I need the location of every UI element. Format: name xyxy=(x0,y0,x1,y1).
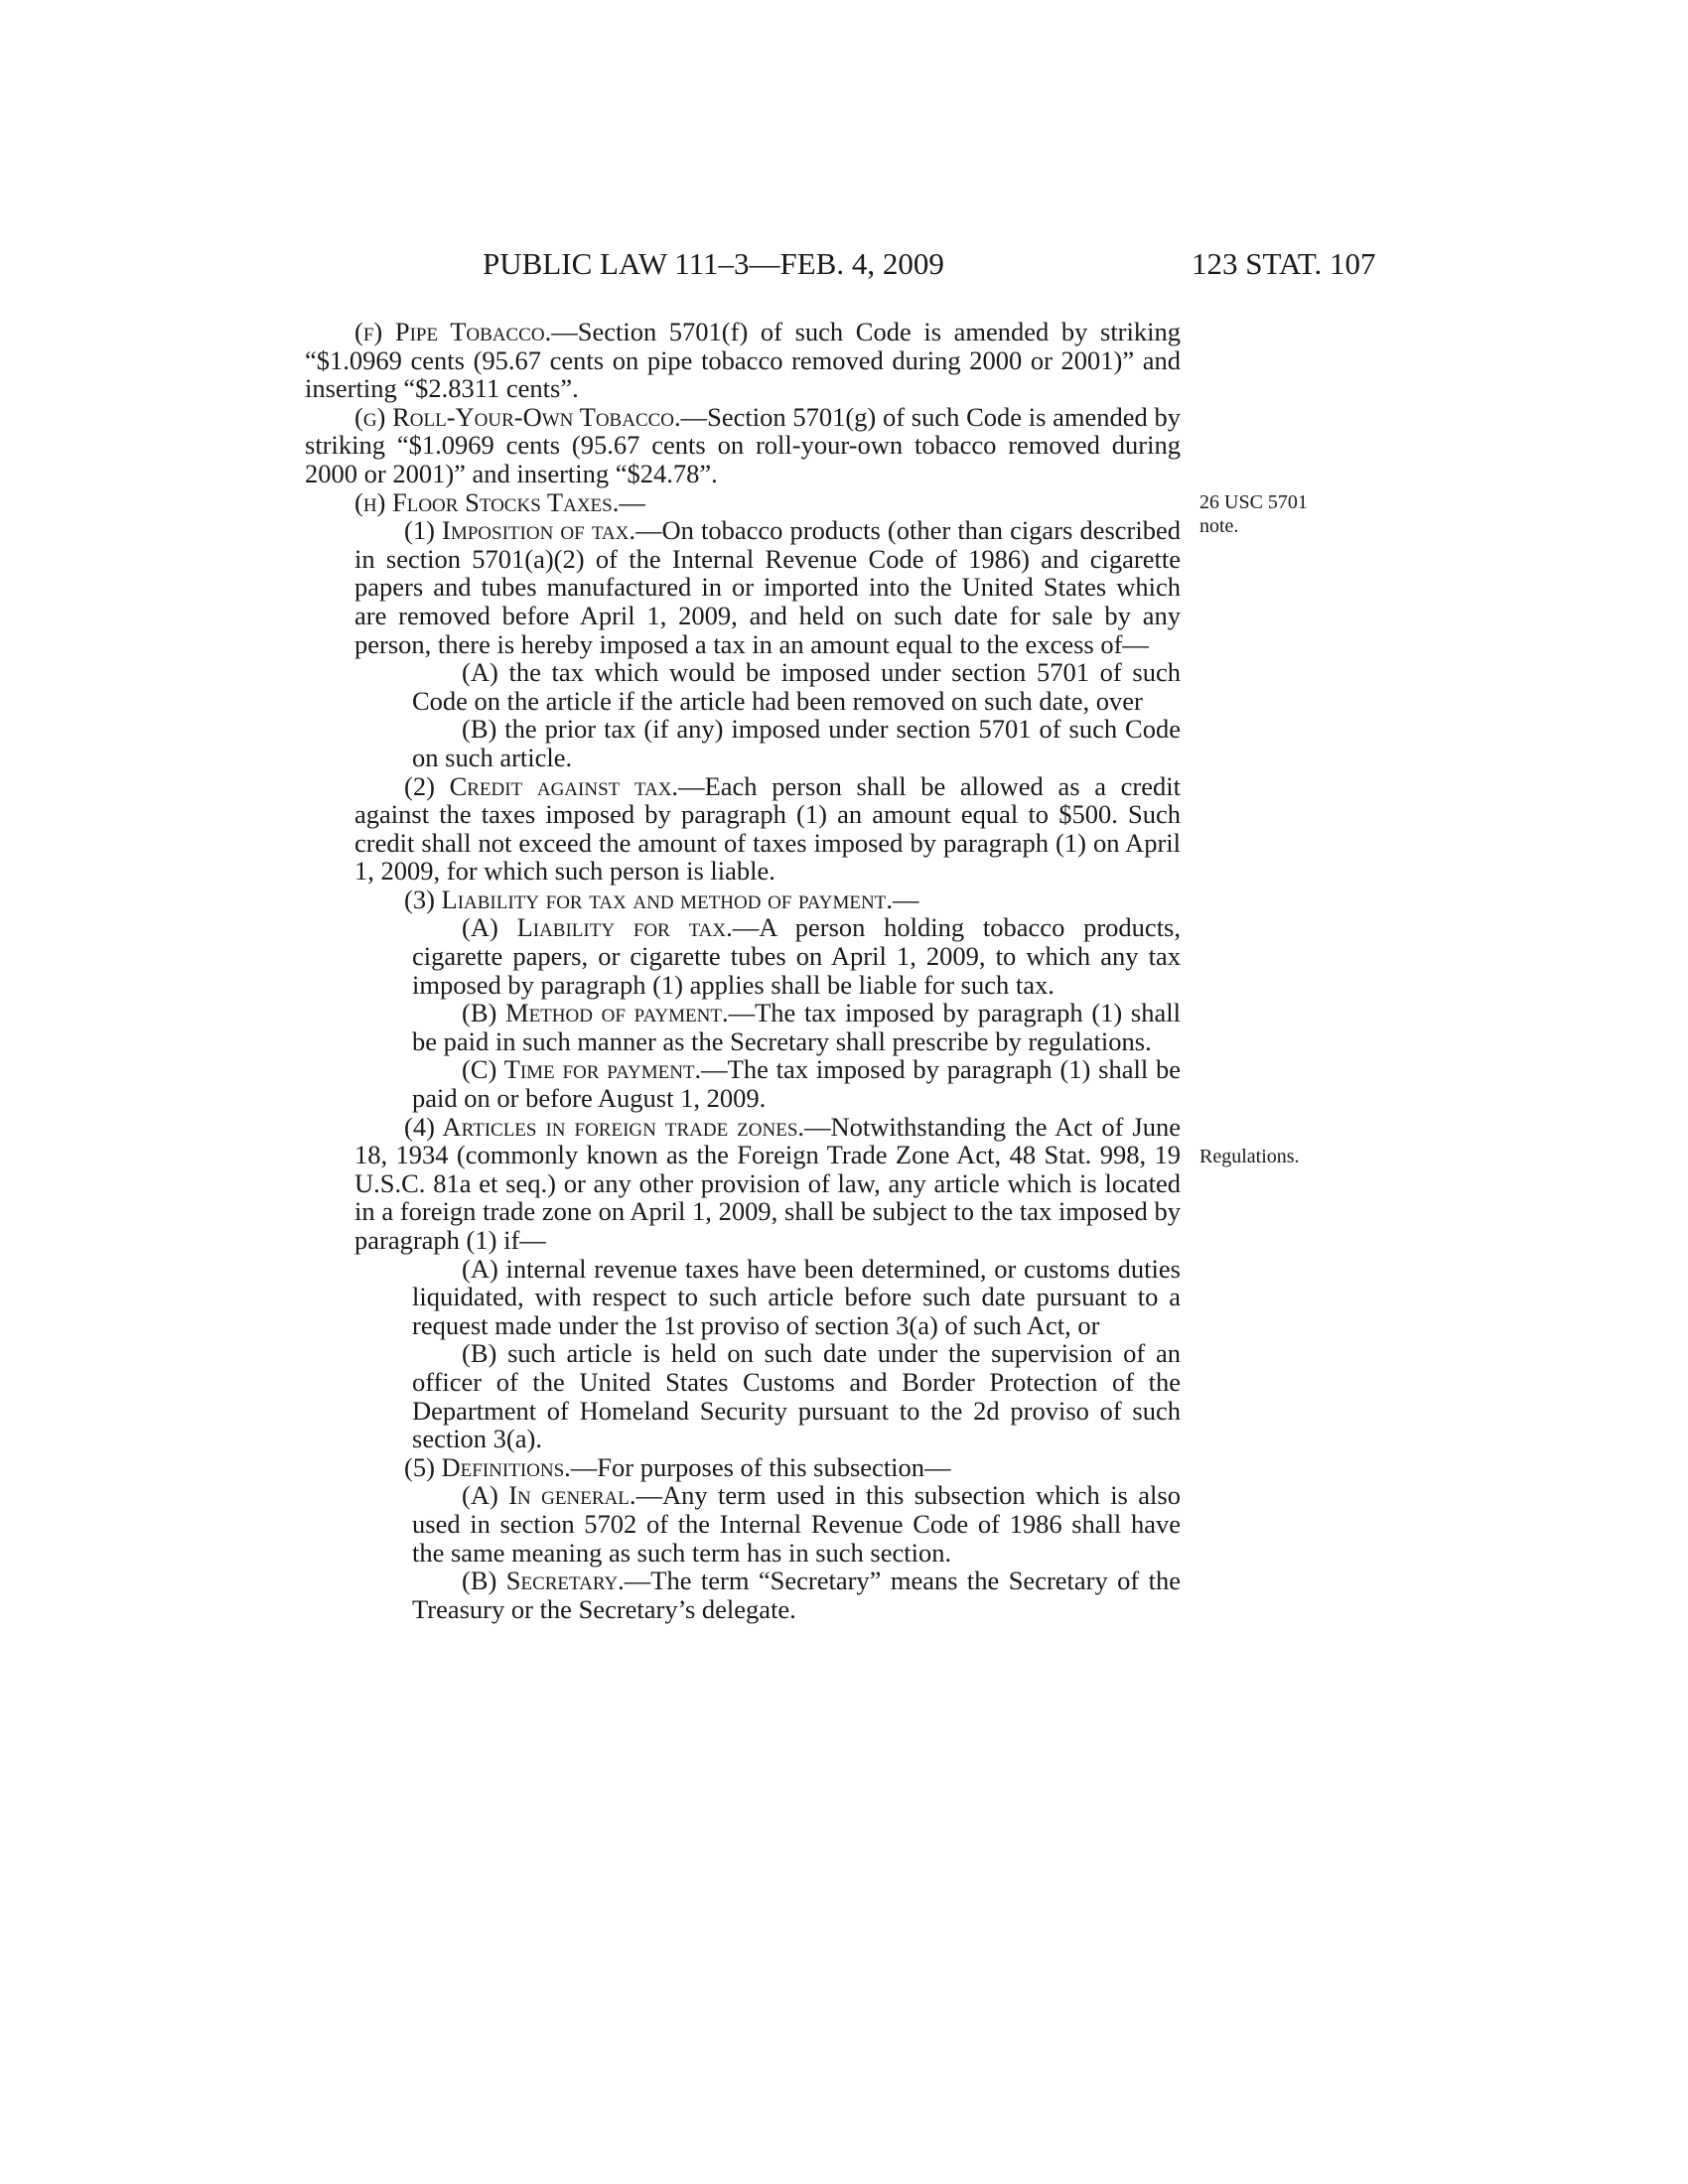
paragraph-h3 xyxy=(305,886,1181,914)
paragraph-h1-text: —On tobacco products (other than cigars described in section 5701(a)(2) of the Internal Revenue Code of 1986) and cigarette papers and tubes manufactured in or imported into the United States which are removed before April 1, 2009, and held on such date for sale by any person, there is hereby imposed a tax in an amount equal to the excess of— xyxy=(354,515,1181,659)
paragraph-h1-heading: (1) Imposition of tax. xyxy=(404,515,635,546)
paragraph-h5-a xyxy=(305,1481,1181,1567)
paragraph-g-heading: (g) Roll-Your-Own Tobacco. xyxy=(354,401,681,432)
paragraph-h3-b-heading: (B) Method of payment. xyxy=(462,998,729,1028)
paragraph-f xyxy=(305,318,1181,403)
paragraph-h5-heading: (5) Definitions. xyxy=(404,1451,571,1482)
paragraph-h5-b-heading: (B) Secretary. xyxy=(462,1566,625,1596)
paragraph-h1-b: (B) the prior tax (if any) imposed under section 5701 of such Code on such article. xyxy=(412,714,1181,772)
paragraph-h3-c-text: —The tax imposed by paragraph (1) shall be paid on or before August 1, 2009. xyxy=(412,1054,1181,1114)
running-head: PUBLIC LAW 111–3—FEB. 4, 2009 xyxy=(483,246,944,281)
paragraph-h xyxy=(305,488,1181,517)
paragraph-h2-text: —Each person shall be allowed as a credit against the taxes imposed by paragraph (1) an amount equal to $500. Such credit shall not exceed the amount of taxes imposed by paragraph (1) on April 1, 2009, for which such person is liable. xyxy=(354,770,1181,887)
paragraph-h1-a: (A) the tax which would be imposed under section 5701 of such Code on the article if the article had been removed on such date, over xyxy=(412,657,1181,716)
paragraph-h3-c-heading: (C) Time for payment. xyxy=(462,1054,702,1085)
paragraph-h4-a: (A) internal revenue taxes have been determined, or customs duties liquidated, with respect to such article before such date pursuant to a request made under the 1st proviso of section 3(a) of such Act, or xyxy=(412,1253,1181,1340)
paragraph-h4-text: —Notwithstanding the Act of June 18, 1934 (commonly known as the Foreign Trade Zone Act, 48 Stat. 998, 19 U.S.C. 81a et seq.) or any other provision of law, any article which is located in a foreign trade zone on April 1, 2009, shall be subject to the tax imposed by paragraph (1) if— xyxy=(354,1111,1181,1255)
paragraph-h3-a-heading: (A) Liability for tax. xyxy=(462,912,733,943)
paragraph-h4-heading: (4) Articles in foreign trade zones. xyxy=(404,1111,805,1142)
paragraph-h5-b xyxy=(305,1567,1181,1623)
paragraph-h3-a xyxy=(305,913,1181,999)
page-reference: 123 STAT. 107 xyxy=(1192,246,1376,281)
paragraph-h2-heading: (2) Credit against tax. xyxy=(404,770,679,801)
paragraph-g xyxy=(305,403,1181,488)
page-header xyxy=(0,246,1688,286)
paragraph-h3-heading: (3) Liability for tax and method of payment.— xyxy=(404,884,919,914)
paragraph-f-text: —Section 5701(f) of such Code is amended by striking “$1.0969 cents (95.67 cents on pipe tobacco removed during 2000 or 2001)” and inserting “$2.8311 cents”. xyxy=(305,317,1181,404)
paragraph-h3-b-text: —The tax imposed by paragraph (1) shall be paid in such manner as the Secretary shall prescribe by regulations. xyxy=(412,998,1181,1056)
paragraph-h5-text: —For purposes of this subsection— xyxy=(570,1451,951,1482)
paragraph-g-text: —Section 5701(g) of such Code is amended by striking “$1.0969 cents (95.67 cents on roll-your-own tobacco removed during 2000 or 2001)” and inserting “$24.78”. xyxy=(305,401,1181,488)
paragraph-h3-b xyxy=(305,999,1181,1055)
paragraph-h5-a-heading: (A) In general. xyxy=(462,1480,636,1511)
paragraph-h-heading: (h) Floor Stocks Taxes.— xyxy=(354,486,645,517)
paragraph-h3-c xyxy=(305,1055,1181,1112)
margin-note-regulations: Regulations. xyxy=(1199,1146,1300,1167)
paragraph-h2 xyxy=(305,772,1181,886)
margin-note-usc-line2: note. xyxy=(1199,515,1239,537)
paragraph-h1 xyxy=(305,516,1181,658)
paragraph-h4-b: (B) such article is held on such date under the supervision of an officer of the United States Customs and Border Protection of the Department of Homeland Security pursuant to the 2d proviso of such section 3(a). xyxy=(412,1338,1181,1454)
paragraph-h5-a-text: —Any term used in this subsection which is also used in section 5702 of the Internal Revenue Code of 1986 shall have the same meaning as such term has in such section. xyxy=(412,1480,1181,1568)
document-body xyxy=(305,318,1181,1623)
paragraph-h5-b-text: —The term “Secretary” means the Secretary of the Treasury or the Secretary’s delegate. xyxy=(412,1566,1181,1624)
paragraph-h5 xyxy=(305,1453,1181,1482)
paragraph-h3-a-text: —A person holding tobacco products, cigarette papers, or cigarette tubes on April 1, 2009, to which any tax imposed by paragraph (1) applies shall be liable for such tax. xyxy=(412,912,1181,1000)
paragraph-f-heading: (f) Pipe Tobacco. xyxy=(354,317,552,346)
margin-note-usc-line1: 26 USC 5701 xyxy=(1199,491,1308,513)
margin-note-usc xyxy=(1199,490,1308,538)
paragraph-h4 xyxy=(305,1113,1181,1255)
